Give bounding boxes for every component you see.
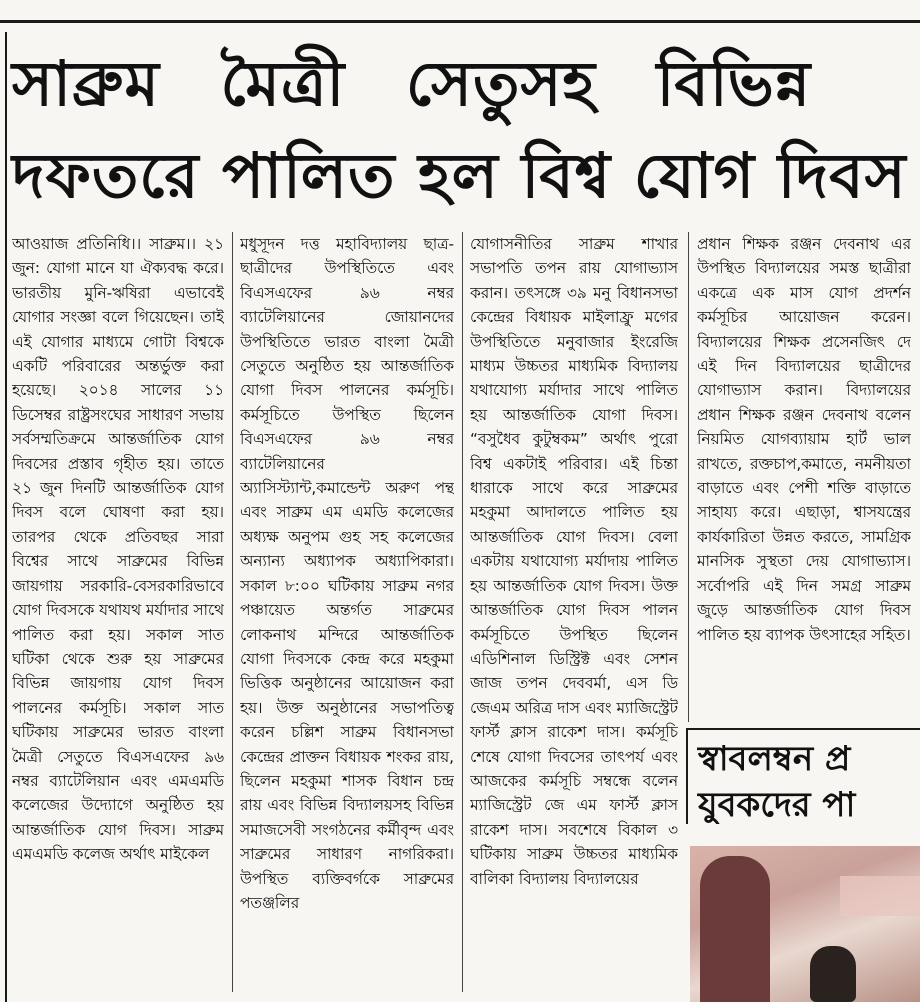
article-column-3: যোগাসনীতির সাব্রুম শাখার সভাপতি তপন রায় যোগাভ্যাস করান। তৎসঙ্গে ৩৯ মনু বিধানসভা কেন্দ্রের বিধায়ক মাইলাফ্রু মগের উপস্থিতিতে মনুবাজার ইংরেজি মাধ্যম উচ্চতর মাধ্যমিক বিদ্যালয় যথাযোগ্য মর্যাদার সাথে পালিত হয় আন্তর্জাতিক যোগা দিবস। “বসুধৈব কুটুম্বকম” অর্থাৎ পুরো বিশ্ব একটাই পরিবার। এই চিন্তা ধারাকে সাথে করে সাব্রুমের মহকুমা আদালতে পালিত হয় আন্তর্জাতিক যোগ দিবস। বেলা একটায় যথাযোগ্য মর্যাদায় পালিত হয় আন্তর্জাতিক যোগ দিবস। উক্ত আন্তর্জাতিক যোগ দিবস পালন কর্মসূচিতে উপস্থিত ছিলেন এডিশিনাল ডিস্ট্রিক্ট এবং সেশন জাজ তপন দেববর্মা, এস ডি জেএম অরিত্র দাস এবং ম্যাজিস্ট্রেট ফার্স্ট ক্লাস রাকেশ দাস। কর্মসূচি শেষে যোগা দিবসের তাৎপর্য এবং আজকের কর্মসূচি সম্বন্ধে বলেন ম্যাজিস্ট্রেট জে এম ফার্স্ট ক্লাস রাকেশ দাস। সবশেষে বিকাল ৩ ঘটিকায় সাব্রুম উচ্চতর মাধ্যমিক বালিকা বিদ্যালয় বিদ্যালয়ের bbox=[470, 235, 678, 888]
sidebar-headline-line-2: যুবকদের পা bbox=[698, 785, 856, 824]
article-column-2: মধুসূদন দত্ত মহাবিদ্যালয় ছাত্র-ছাত্রীদের উপস্থিতিতে এবং বিএসএফের ৯৬ নম্বর ব্যাটেলিয়ানের জোয়ানদের উপস্থিতিতে ভারত বাংলা মৈত্রী সেতুতে অনুষ্ঠিত হয় আন্তর্জাতিক যোগা দিবস পালনের কর্মসূচি। কর্মসূচিতে উপস্থিত ছিলেন বিএসএফের ৯৬ নম্বর ব্যাটেলিয়ানের অ্যাসিস্ট্যান্ট,কমান্ডেন্ট অরুণ পন্থ এবং সাব্রুম এম এমডি কলেজের অধ্যক্ষ অনুপম গুহ সহ কলেজের অন্যান্য অধ্যাপক অধ্যাপিকারা। সকাল ৮:০০ ঘটিকায় সাব্রুম নগর পঞ্চায়েত অন্তর্গত সাব্রুমের লোকনাথ মন্দিরে আন্তর্জাতিক যোগা দিবসকে কেন্দ্র করে মহকুমা ভিত্তিক অনুষ্ঠানের আয়োজন করা হয়। উক্ত অনুষ্ঠানের সভাপতিত্ব করেন চল্লিশ সাব্রুম বিধানসভা কেন্দ্রের প্রাক্তন বিধায়ক শংকর রায়, ছিলেন মহকুমা শাসক বিধান চন্দ্র রায় এবং বিভিন্ন বিদ্যালয়সহ বিভিন্ন সমাজসেবী সংগঠনের কর্মীবৃন্দ এবং সাব্রুমের সাধারণ নাগরিকরা। উপস্থিত ব্যক্তিবর্গকে সাব্রুমের পতঞ্জলির bbox=[240, 235, 454, 912]
column-divider bbox=[232, 232, 233, 992]
photo-figure bbox=[700, 856, 770, 1002]
headline bbox=[12, 38, 912, 222]
headline-line-1: সাব্রুম মৈত্রী সেতুসহ বিভিন্ন bbox=[12, 47, 812, 120]
article-column-1: আওয়াজ প্রতিনিধি।। সাব্রুম।। ২১ জুন: যোগা মানে যা ঐক্যবদ্ধ করে। ভারতীয় মুনি-ঋষিরা এভাবেই যোগার সংজ্ঞা বলে গিয়েছেন। তাই এই যোগার মাধ্যমে গোটা বিশ্বকে একটি পরিবারের অন্তর্ভুক্ত করা হয়েছে। ২০১৪ সালের ১১ ডিসেম্বর রাষ্ট্রসংঘের সাধারণ সভায় সর্বসম্মতিক্রমে আন্তর্জাতিক যোগ দিবসের প্রস্তাব গৃহীত হয়। তাতে ২১ জুন দিনটি আন্তর্জাতিক যোগ দিবস বলে ঘোষণা করা হয়। তারপর থেকে প্রতিবছর সারা বিশ্বের সাথে সাব্রুমের বিভিন্ন জায়গায় সরকারি-বেসরকারিভাবে যোগ দিবসকে যথাযথ মর্যাদার সাথে পালিত করা হয়। সকাল সাত ঘটিকা থেকে শুরু হয় সাব্রুমের বিভিন্ন জায়গায় যোগ দিবস পালনের কর্মসূচি। সকাল সাত ঘটিকায় সাব্রুমের ভারত বাংলা মৈত্রী সেতুতে বিএসএফের ৯৬ নম্বর ব্যাটেলিয়ান এবং এমএমডি কলেজের উদ্যোগে অনুষ্ঠিত হয় আন্তর্জাতিক যোগ দিবস। সাব্রুম এমএমডি কলেজ অর্থাৎ মাইকেল bbox=[12, 235, 224, 864]
sidebar-photo bbox=[690, 846, 920, 1002]
top-rule bbox=[0, 20, 920, 23]
headline-line-2: দফতরে পালিত হল বিশ্ব যোগ দিবস bbox=[12, 139, 907, 212]
column-divider bbox=[688, 232, 689, 722]
photo-banner bbox=[840, 876, 920, 916]
left-border-rule bbox=[5, 32, 7, 1002]
photo-figure bbox=[810, 946, 856, 1002]
sidebar-headline bbox=[686, 728, 920, 824]
sidebar-headline-line-1: স্বাবলম্বন প্র bbox=[698, 739, 851, 779]
article-column-4: প্রধান শিক্ষক রঞ্জন দেবনাথ এর উপস্থিত বিদ্যালয়ের সমস্ত ছাত্রীরা একত্রে এক মাস যোগ প্রদর্শন কর্মসূচির আয়োজন করেন। বিদ্যালয়ের শিক্ষক প্রসেনজিৎ দে এই দিন বিদ্যালয়ের ছাত্রীদের যোগাভ্যাস করান। বিদ্যালয়ের প্রধান শিক্ষক রঞ্জন দেবনাথ বলেন নিয়মিত যোগব্যায়াম হার্ট ভাল রাখতে, রক্তচাপ,কমাতে, নমনীয়তা বাড়াতে এবং পেশী শক্তি বাড়াতে সাহায্য করে। এছাড়া, শ্বাসযন্ত্রের কার্যকারিতা উন্নত করতে, সামগ্রিক মানসিক সুস্থতা দেয় যোগাভ্যাস। সর্বোপরি এই দিন সমগ্র সাব্রুম জুড়ে আন্তর্জাতিক যোগ দিবস পালিত হয় ব্যাপক উৎসাহের সহিত। bbox=[697, 235, 911, 644]
column-divider bbox=[462, 232, 463, 992]
